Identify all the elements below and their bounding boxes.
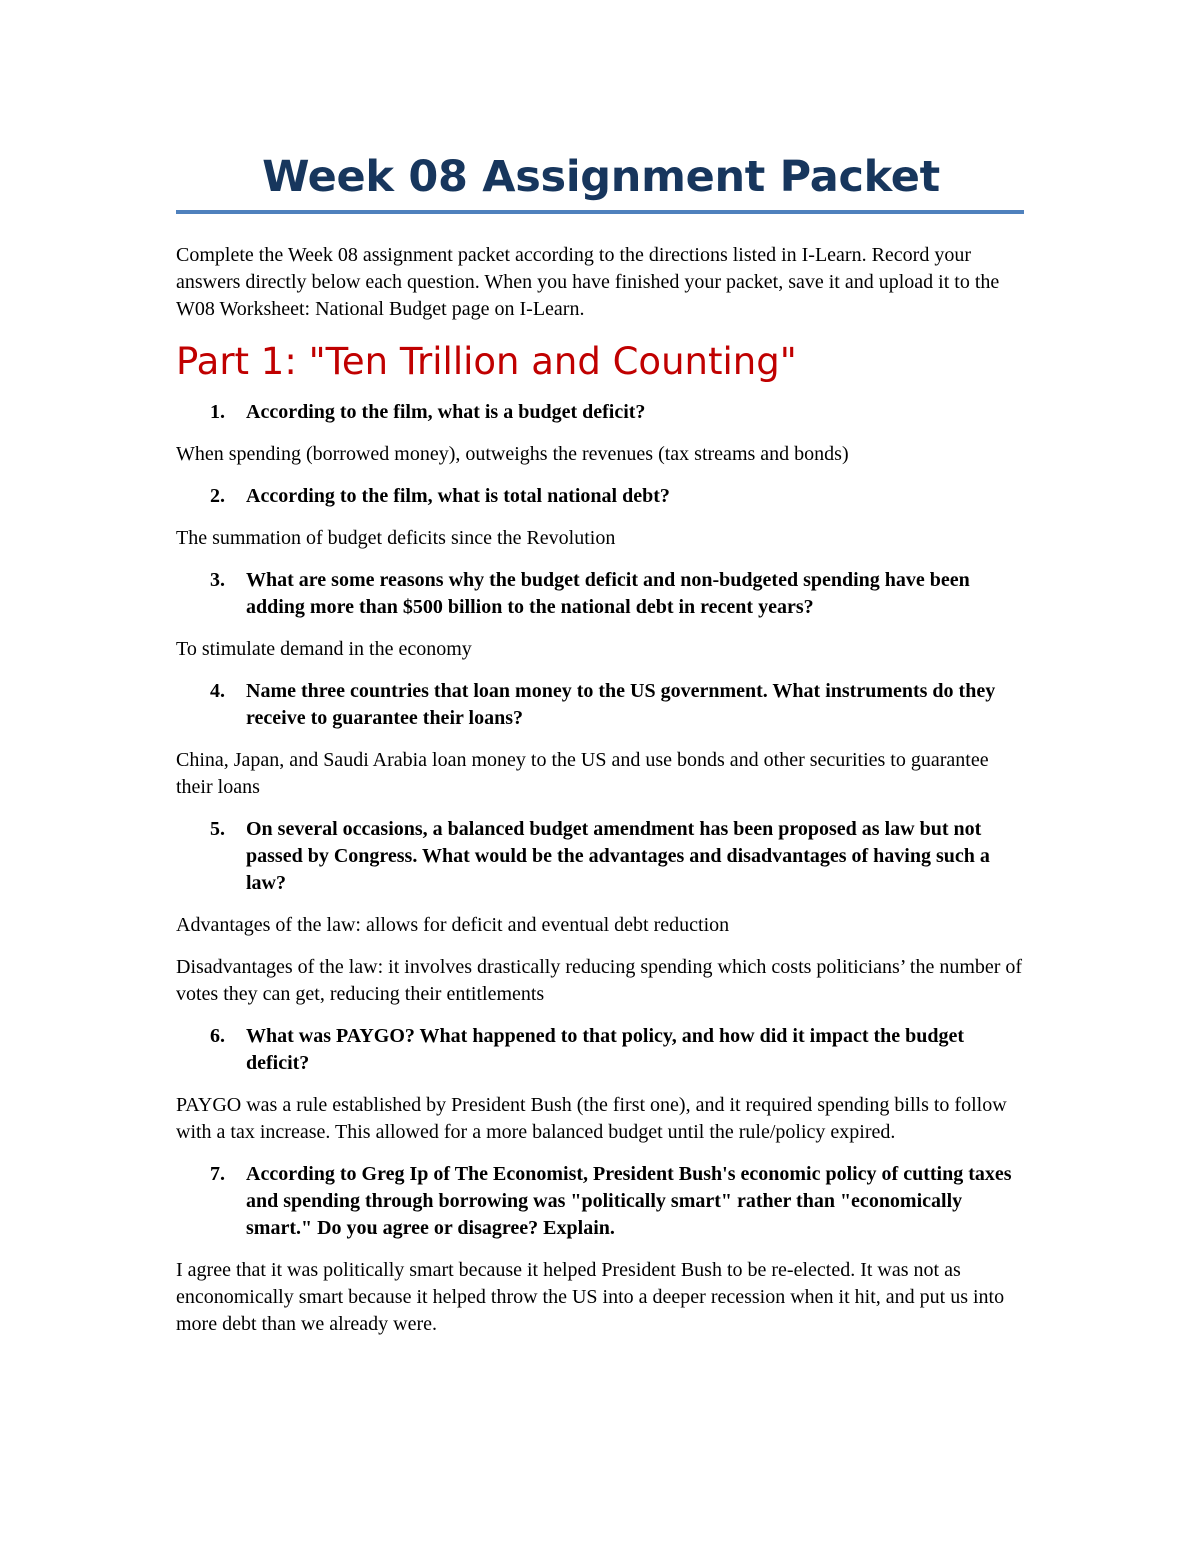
question-number: 4. — [210, 680, 225, 702]
answer-6: PAYGO was a rule established by President Bush (the first one), and it required spending bills to follow with a tax increase. This allowed for a more balanced budget until the rule/policy expired. — [176, 1094, 1007, 1143]
intro-paragraph: Complete the Week 08 assignment packet according to the directions listed in I-Learn. Record your answers directly below each question. When you have finished your packet, save it and upload it to the W08 Worksheet: National Budget page on I-Learn. — [176, 244, 1000, 320]
question-3 — [176, 567, 1026, 621]
question-text: What are some reasons why the budget deficit and non-budgeted spending have been adding more than $500 billion to the national debt in recent years? — [246, 569, 970, 618]
question-number: 2. — [210, 485, 225, 507]
answer-7: I agree that it was politically smart because it helped President Bush to be re-elected. It was not as enconomically smart because it helped throw the US into a deeper recession when it hit, and put us into more debt than we already were. — [176, 1259, 1005, 1335]
question-7 — [176, 1161, 1026, 1242]
question-text: What was PAYGO? What happened to that policy, and how did it impact the budget deficit? — [246, 1025, 965, 1074]
question-text: Name three countries that loan money to the US government. What instruments do they receive to guarantee their loans? — [246, 680, 996, 729]
question-4 — [176, 678, 1026, 732]
document-title: Week 08 Assignment Packet — [262, 152, 940, 202]
answer-2: The summation of budget deficits since the Revolution — [176, 527, 616, 549]
answer-5-disadvantages: Disadvantages of the law: it involves drastically reducing spending which costs politicians’ the number of votes they can get, reducing their entitlements — [176, 956, 1023, 1005]
question-number: 7. — [210, 1163, 225, 1185]
answer-3: To stimulate demand in the economy — [176, 638, 472, 660]
question-2 — [176, 483, 1026, 510]
question-number: 1. — [210, 401, 225, 423]
question-number: 3. — [210, 569, 225, 591]
answer-4: China, Japan, and Saudi Arabia loan money to the US and use bonds and other securities to guarantee their loans — [176, 749, 989, 798]
question-6 — [176, 1023, 1026, 1077]
question-text: According to the film, what is total national debt? — [246, 485, 670, 507]
question-text: According to Greg Ip of The Economist, President Bush's economic policy of cutting taxes and spending through borrowing was "politically smart" rather than "economically smart." Do you agree or disagree? Explain. — [246, 1163, 1012, 1239]
question-number: 5. — [210, 818, 225, 840]
answer-5-advantages: Advantages of the law: allows for deficit and eventual debt reduction — [176, 914, 730, 936]
title-underline — [176, 210, 1024, 214]
document-page — [176, 148, 1026, 1353]
answer-1: When spending (borrowed money), outweighs the revenues (tax streams and bonds) — [176, 443, 849, 465]
question-text: According to the film, what is a budget deficit? — [246, 401, 646, 423]
question-5 — [176, 816, 1026, 897]
question-text: On several occasions, a balanced budget amendment has been proposed as law but not passed by Congress. What would be the advantages and disadvantages of having such a law? — [246, 818, 990, 894]
question-number: 6. — [210, 1025, 225, 1047]
question-1 — [176, 399, 1026, 426]
part-1-heading: Part 1: "Ten Trillion and Counting" — [176, 340, 797, 383]
